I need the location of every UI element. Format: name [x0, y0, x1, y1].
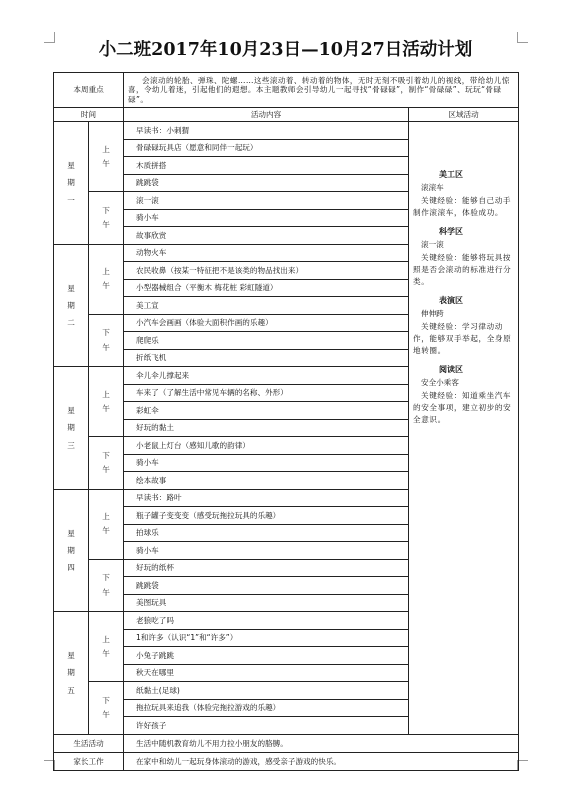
zone-activity: 滚滚车 [421, 183, 444, 193]
life-activities-text: 生活中随机教育幼儿不用力拉小朋友的胳膊。 [124, 734, 519, 752]
header-row [54, 108, 519, 122]
morning-label: 上 午 [89, 244, 124, 314]
activity-item: 瓶子罐子变变变（感受玩拖拉玩具的乐趣） [124, 507, 409, 525]
activity-item: 早读书：路叶 [124, 489, 409, 507]
parent-work-text: 在家中和幼儿一起玩身体滚动的游戏，感受亲子游戏的快乐。 [124, 752, 519, 770]
afternoon-label: 下 午 [89, 559, 124, 612]
afternoon-label: 下 午 [89, 314, 124, 367]
day-label: 星 期 四 [54, 489, 89, 612]
activity-item: 拖拉玩具来追我（体验完拖拉游戏的乐趣） [124, 699, 409, 717]
area-activities [409, 122, 519, 735]
zone-name: 科学区 [439, 227, 463, 237]
zone-experience: 关键经验：学习律动动作，能够双手举起，全身原地转圈。 [413, 321, 512, 355]
day-label: 星 期 三 [54, 367, 89, 490]
activity-item: 秋天在哪里 [124, 664, 409, 682]
area-zone [413, 296, 514, 357]
activity-item: 骑小车 [124, 209, 409, 227]
activity-item: 故事欣赏 [124, 227, 409, 245]
afternoon-label: 下 午 [89, 682, 124, 735]
life-activities-label: 生活活动 [54, 734, 124, 752]
activity-plan-table [53, 72, 519, 771]
zone-activity: 滚一滚 [421, 240, 444, 250]
activity-item: 绘本故事 [124, 472, 409, 490]
header-area: 区域活动 [409, 108, 519, 122]
zone-experience: 关键经验：知道乘坐汽车的安全事项，建立初步的安全意识。 [413, 390, 512, 424]
zone-name: 美工区 [439, 170, 463, 180]
focus-text: 会滚动的轮胎、弹珠、陀螺……这些滚动着、转动着的物体，无时无刻不吸引着幼儿的视线，带给幼儿惊喜，令幼儿着迷，引起他们的遐想。本主题教师会引导幼儿一起寻找“骨碌碌”，制作“骨碌碌”、玩玩“骨碌碌”。 [124, 73, 519, 108]
day-label: 星 期 五 [54, 612, 89, 735]
activity-item: 老狼吃了吗 [124, 612, 409, 630]
activity-item: 早读书：小刺猬 [124, 122, 409, 140]
activity-item: 骨碌碌玩具店（愿意和同伴一起玩） [124, 139, 409, 157]
afternoon-label: 下 午 [89, 192, 124, 245]
zone-activity: 安全小乘客 [421, 378, 459, 388]
zone-activity: 伸伸跨 [421, 309, 444, 319]
activity-item: 美图玩具 [124, 594, 409, 612]
day-label: 星 期 二 [54, 244, 89, 367]
activity-item: 纸黏土(足球) [124, 682, 409, 700]
focus-label: 本周重点 [54, 73, 124, 108]
activity-item: 彩虹伞 [124, 402, 409, 420]
activity-item: 小兔子跳跳 [124, 647, 409, 665]
activity-item: 跳跳袋 [124, 174, 409, 192]
morning-label: 上 午 [89, 367, 124, 437]
activity-item: 木质拼搭 [124, 157, 409, 175]
activity-item: 好玩的纸杯 [124, 559, 409, 577]
life-activities-row [54, 734, 519, 752]
parent-work-label: 家长工作 [54, 752, 124, 770]
focus-row [54, 73, 519, 108]
activity-item: 许好孩子 [124, 717, 409, 735]
activity-item: 滚一滚 [124, 192, 409, 210]
morning-label: 上 午 [89, 489, 124, 559]
activity-item: 好玩的黏土 [124, 419, 409, 437]
activity-item: 爬爬乐 [124, 332, 409, 350]
zone-experience: 关键经验：能够自己动手制作滚滚车，体验成功。 [413, 195, 512, 218]
area-zone [413, 170, 514, 219]
afternoon-label: 下 午 [89, 437, 124, 490]
activity-item: 骑小车 [124, 454, 409, 472]
activity-item: 动物火车 [124, 244, 409, 262]
activity-row [54, 122, 519, 140]
activity-item: 折纸飞机 [124, 349, 409, 367]
morning-label: 上 午 [89, 122, 124, 192]
activity-item: 车来了（了解生活中常见车辆的名称、外形） [124, 384, 409, 402]
page-title: 小二班2017年10月23日—10月27日活动计划 [98, 40, 473, 60]
morning-label: 上 午 [89, 612, 124, 682]
activity-item: 伞儿伞儿撑起来 [124, 367, 409, 385]
activity-item: 拍球乐 [124, 524, 409, 542]
zone-name: 阅读区 [439, 365, 463, 375]
area-zone [413, 227, 514, 288]
activity-item: 跳跳袋 [124, 577, 409, 595]
activity-item: 1和许多（认识“1”和“许多”） [124, 629, 409, 647]
header-content: 活动内容 [124, 108, 409, 122]
zone-name: 表演区 [439, 296, 463, 306]
activity-item: 美工宣 [124, 297, 409, 315]
activity-item: 骑小车 [124, 542, 409, 560]
activity-item: 农民收鼻（按某一特征把不是该类的物品找出来） [124, 262, 409, 280]
header-time: 时间 [54, 108, 124, 122]
activity-item: 小汽车会画画（体验大面积作画的乐趣） [124, 314, 409, 332]
area-zone [413, 365, 514, 426]
parent-work-row [54, 752, 519, 770]
activity-item: 小型器械组合（平衡木 梅花桩 彩虹隧道） [124, 279, 409, 297]
activity-item: 小老鼠上灯台（感知儿歌的韵律） [124, 437, 409, 455]
day-label: 星 期 一 [54, 122, 89, 245]
zone-experience: 关键经验：能够将玩具按照是否会滚动的标准进行分类。 [413, 252, 512, 286]
